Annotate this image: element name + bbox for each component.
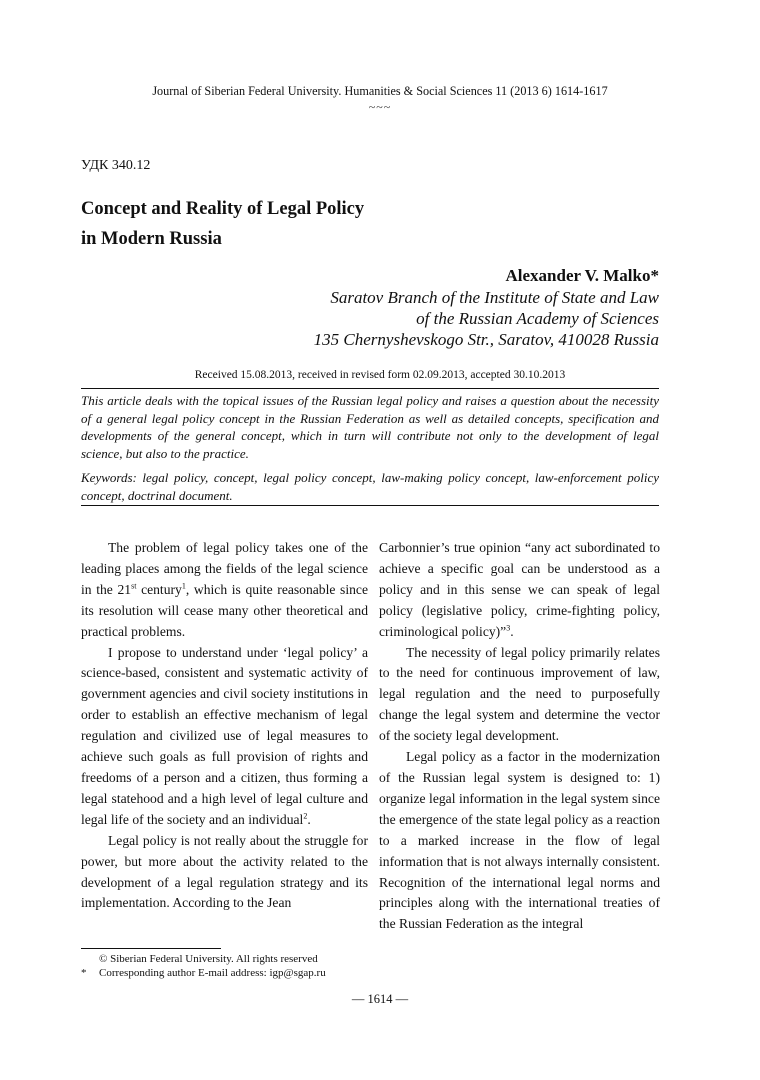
- author-name: Alexander V. Malko*: [505, 266, 659, 285]
- text-run: , which is quite reasonable since its resolution will cease many other theoretical and practical problems.: [81, 581, 368, 639]
- abstract-bottom-rule: [81, 505, 659, 506]
- superscript: st: [131, 581, 137, 591]
- affiliation-line-1: Saratov Branch of the Institute of State and Law: [330, 288, 659, 307]
- paragraph: [81, 538, 368, 643]
- text-run: .: [510, 623, 514, 639]
- text-run: I propose to understand under ‘legal policy’ a science-based, consistent and systematic activity of government agencies and civil society institutions in order to establish an effective mechanism of legal regulation and civilized use of legal measures to achieve such goals as full provision of rights and freedoms of a person and a citizen, thus forming a legal statehood and a high level of legal culture and legal life of the society and an individual: [81, 644, 368, 827]
- text-run: .: [307, 811, 311, 827]
- journal-header: Journal of Siberian Federal University. Humanities & Social Sciences 11 (2013 6) 1614-1617: [152, 84, 608, 98]
- received-dates: Received 15.08.2013, received in revised form 02.09.2013, accepted 30.10.2013: [194, 369, 566, 381]
- paragraph: Legal policy is not really about the struggle for power, but more about the activity related to the development of a legal regulation strategy and its implementation. According to the Jean: [81, 832, 368, 911]
- footnote-mark: *: [81, 967, 87, 979]
- affiliation-line-2: of the Russian Academy of Sciences: [416, 309, 659, 328]
- paragraph: [81, 643, 368, 831]
- footnote-ref-3[interactable]: 3: [506, 623, 511, 633]
- title-line-2: in Modern Russia: [81, 229, 222, 249]
- page-number: — 1614 —: [351, 992, 409, 1006]
- paragraph: The necessity of legal policy primarily relates to the need for continuous improvement of law, legal regulation and the need to purposefully change the legal system and determine the vector of the society legal development.: [379, 644, 660, 744]
- footnote-ref-2[interactable]: 2: [303, 811, 308, 821]
- keywords: Keywords: legal policy, concept, legal policy concept, law-making policy concept, law-enforcement policy concept, doctrinal document.: [81, 470, 659, 503]
- abstract-top-rule: [81, 388, 659, 389]
- body-column-left: [81, 538, 368, 914]
- text-run: The problem of legal policy takes one of the leading places among the fields of the legal science in the 21: [81, 540, 368, 597]
- paragraph: Legal policy as a factor in the modernization of the Russian legal system is designed to: 1) organize legal information in the legal system since the emergence of the state legal policy as a reaction to a marked increase in the flow of legal information that is not always internally consistent. Recognition of the international legal norms and principles along with the international treaties of the Russian Federation as the integral: [379, 749, 660, 932]
- header-ornament: ~~~: [368, 100, 392, 114]
- abstract: This article deals with the topical issues of the Russian legal policy and raises a question about the necessity of a general legal policy concept in the Russian Federation as well as detailed concepts, specification and developments of the general concept, which in turn will contribute not only to the development of legal science, but also to the practice.: [81, 393, 659, 461]
- footnote-copyright: © Siberian Federal University. All rights reserved: [99, 953, 318, 965]
- text-run: century: [136, 581, 182, 597]
- udk-code: УДК 340.12: [81, 158, 151, 173]
- text-run: Carbonnier’s true opinion “any act subordinated to achieve a specific goal can be understood as a policy and in this sense we can speak of legal policy (legislative policy, crime-fighting policy, criminological policy)”: [379, 540, 660, 639]
- footnote-ref-1[interactable]: 1: [181, 581, 186, 591]
- footnote-corresponding-author: Corresponding author E-mail address: igp@sgap.ru: [99, 967, 326, 979]
- article-title: [81, 194, 364, 254]
- footnote-rule: [81, 948, 221, 949]
- affiliation-line-3: 135 Chernyshevskogo Str., Saratov, 410028 Russia: [313, 330, 659, 349]
- title-line-1: Concept and Reality of Legal Policy: [81, 199, 365, 219]
- paragraph: [379, 538, 660, 643]
- body-column-right: [379, 538, 660, 935]
